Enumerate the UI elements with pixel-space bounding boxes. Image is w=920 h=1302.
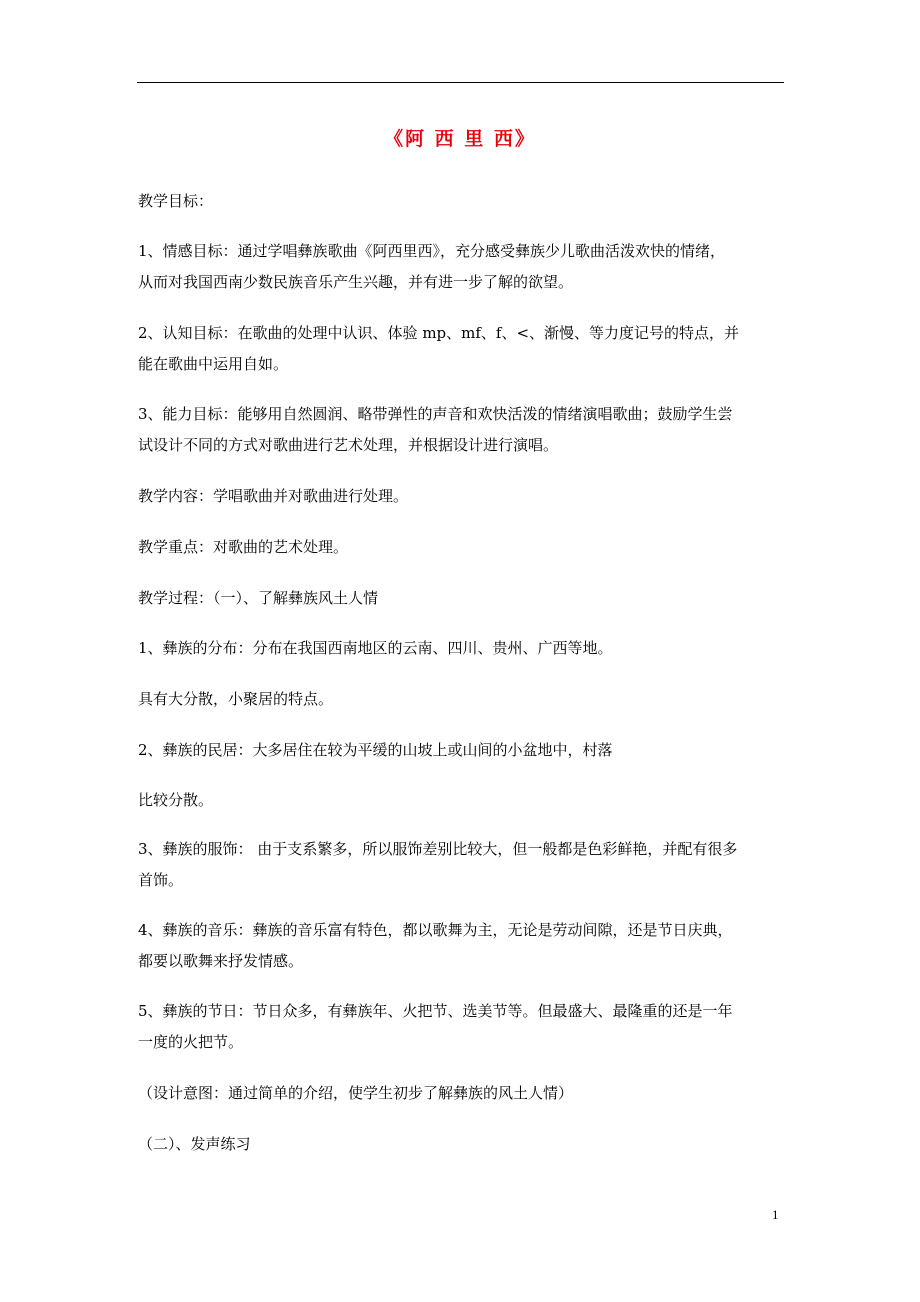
paragraph-distribution [138, 633, 788, 664]
paragraph-music [138, 915, 788, 977]
header-rule [137, 82, 784, 83]
paragraph-line: 能在歌曲中运用自如。 [138, 355, 289, 373]
paragraph-festivals [138, 996, 788, 1058]
paragraph-line: （二）、发声练习 [138, 1135, 251, 1153]
paragraph-distribution-cont [138, 684, 788, 715]
paragraph-line: 首饰。 [138, 871, 184, 889]
paragraph-ability-goal [138, 399, 788, 461]
paragraph-objectives-heading [138, 186, 788, 217]
paragraph-line: 教学过程：（一）、了解彝族风土人情 [138, 589, 379, 607]
paragraph-teaching-process [138, 583, 788, 614]
document-title: 《阿 西 里 西》 [384, 128, 536, 150]
paragraph-line: 3、能力目标：能够用自然圆润、略带弹性的声音和欢快活泼的情绪演唱歌曲；鼓励学生尝 [138, 405, 733, 423]
paragraph-dwellings [138, 735, 788, 766]
paragraph-line: 4、彝族的音乐：彝族的音乐富有特色，都以歌舞为主，无论是劳动间隙，还是节日庆典， [138, 921, 733, 939]
paragraph-line: 2、彝族的民居：大多居住在较为平缓的山坡上或山间的小盆地中，村落 [138, 741, 613, 759]
paragraph-line: 教学重点：对歌曲的艺术处理。 [138, 538, 349, 556]
paragraph-line: 1、情感目标：通过学唱彝族歌曲《阿西里西》，充分感受彝族少儿歌曲活泼欢快的情绪， [138, 242, 726, 260]
paragraph-line: 都要以歌舞来抒发情感。 [138, 952, 304, 970]
paragraph-line: 试设计不同的方式对歌曲进行艺术处理，并根据设计进行演唱。 [138, 436, 559, 454]
paragraph-line: 比较分散。 [138, 791, 214, 809]
paragraph-emotional-goal [138, 236, 788, 298]
paragraph-costume [138, 834, 788, 896]
paragraph-line: 1、彝族的分布：分布在我国西南地区的云南、四川、贵州、广西等地。 [138, 639, 613, 657]
paragraph-line: 3、彝族的服饰： 由于支系繁多，所以服饰差别比较大，但一般都是色彩鲜艳，并配有很多 [138, 840, 738, 858]
paragraph-line: 从而对我国西南少数民族音乐产生兴趣，并有进一步了解的欲望。 [138, 273, 574, 291]
paragraph-teaching-focus [138, 532, 788, 563]
paragraph-line: 2、认知目标：在歌曲的处理中认识、体验 mp、mf、f、<、渐慢、等力度记号的特点，并 [138, 324, 740, 342]
paragraph-vocal-practice [138, 1129, 788, 1160]
paragraph-cognitive-goal [138, 318, 788, 380]
page-number: 1 [772, 1207, 779, 1222]
paragraph-line: 一度的火把节。 [138, 1033, 244, 1051]
paragraph-line: 5、彝族的节日：节日众多，有彝族年、火把节、选美节等。但最盛大、最隆重的还是一年 [138, 1002, 733, 1020]
paragraph-line: 教学内容：学唱歌曲并对歌曲进行处理。 [138, 487, 409, 505]
paragraph-design-intent [138, 1078, 788, 1109]
paragraph-teaching-content [138, 481, 788, 512]
paragraph-line: 具有大分散，小聚居的特点。 [138, 690, 334, 708]
paragraph-line: （设计意图：通过简单的介绍，使学生初步了解彝族的风土人情） [138, 1084, 574, 1102]
paragraph-dwellings-cont [138, 785, 788, 816]
paragraph-line: 教学目标： [138, 192, 214, 210]
